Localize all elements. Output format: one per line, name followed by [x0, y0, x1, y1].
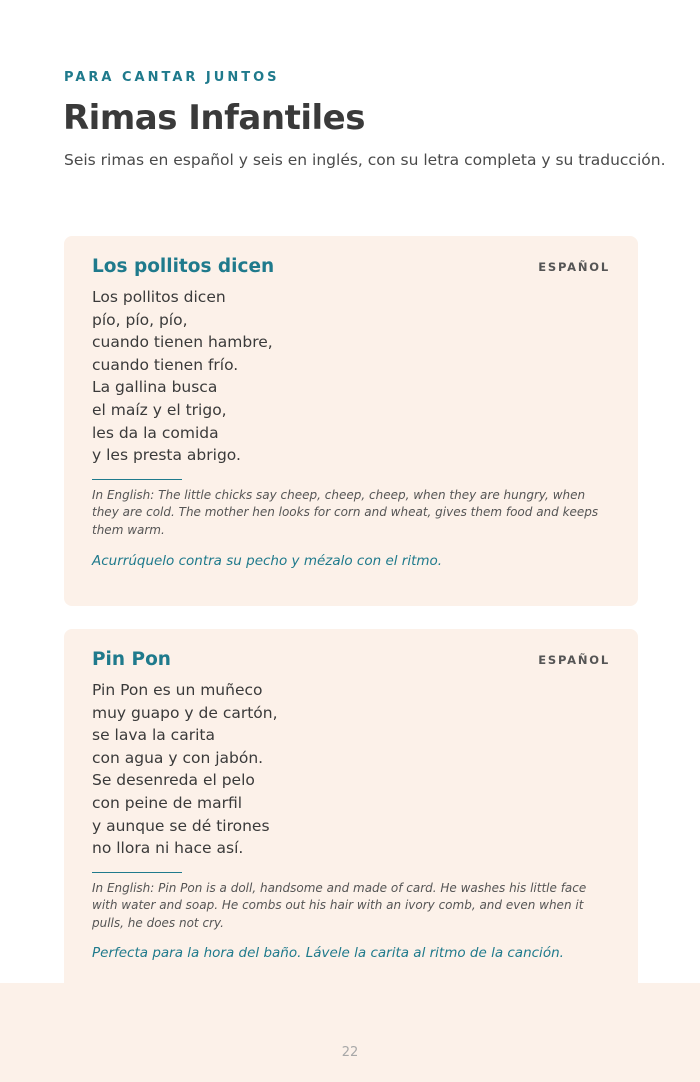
lyric-line: y les presta abrigo.: [92, 446, 241, 465]
lyric-line: y aunque se dé tirones: [92, 816, 270, 835]
lyric-line: les da la comida: [92, 423, 219, 442]
lyric-line: pío, pío, pío,: [92, 310, 188, 329]
lyric-line: cuando tienen hambre,: [92, 333, 273, 352]
divider: [92, 479, 182, 480]
rhyme-lyrics: [92, 286, 273, 467]
lyric-line: muy guapo y de cartón,: [92, 703, 278, 722]
language-badge: ESPAÑOL: [538, 653, 610, 667]
rhyme-title: Pin Pon: [92, 649, 171, 670]
page-number: 22: [341, 1045, 359, 1060]
rhyme-card-pin-pon: [64, 629, 638, 1029]
lyric-line: Se desenreda el pelo: [92, 771, 255, 790]
rhyme-card-los-pollitos-dicen: [64, 236, 638, 606]
page-title: Rimas Infantiles: [63, 98, 365, 138]
section-eyebrow: PARA CANTAR JUNTOS: [64, 70, 280, 85]
rhyme-title: Los pollitos dicen: [92, 256, 275, 277]
lyric-line: Los pollitos dicen: [92, 288, 226, 306]
lyric-line: con peine de marfil: [92, 793, 243, 812]
footer-band: [0, 983, 700, 1082]
english-translation: In English: The little chicks say cheep, cheep, cheep, when they are hungry, when they are cold. The mother hen looks for corn and wheat, gives them food and keeps them warm.: [92, 488, 599, 537]
lyric-line: Pin Pon es un muñeco: [92, 681, 263, 699]
parent-tip: Acurrúquelo contra su pecho y mézalo con el ritmo.: [92, 553, 443, 569]
lyric-line: no llora ni hace así.: [92, 839, 244, 858]
lyric-line: con agua y con jabón.: [92, 748, 264, 767]
page-subtitle: Seis rimas en español y seis en inglés, con su letra completa y su traducción.: [64, 151, 666, 169]
lyric-line: el maíz y el trigo,: [92, 400, 227, 419]
rhyme-lyrics: [92, 679, 278, 860]
lyric-line: La gallina busca: [92, 378, 218, 397]
parent-tip: Perfecta para la hora del baño. Lávele la carita al ritmo de la canción.: [92, 945, 564, 961]
divider: [92, 872, 182, 873]
lyric-line: cuando tienen frío.: [92, 355, 239, 374]
lyric-line: se lava la carita: [92, 726, 215, 745]
language-badge: ESPAÑOL: [538, 260, 610, 274]
english-translation: In English: Pin Pon is a doll, handsome and made of card. He washes his little face with water and soap. He combs out his hair with an ivory comb, and even when it pulls, he does not cry.: [92, 881, 587, 930]
